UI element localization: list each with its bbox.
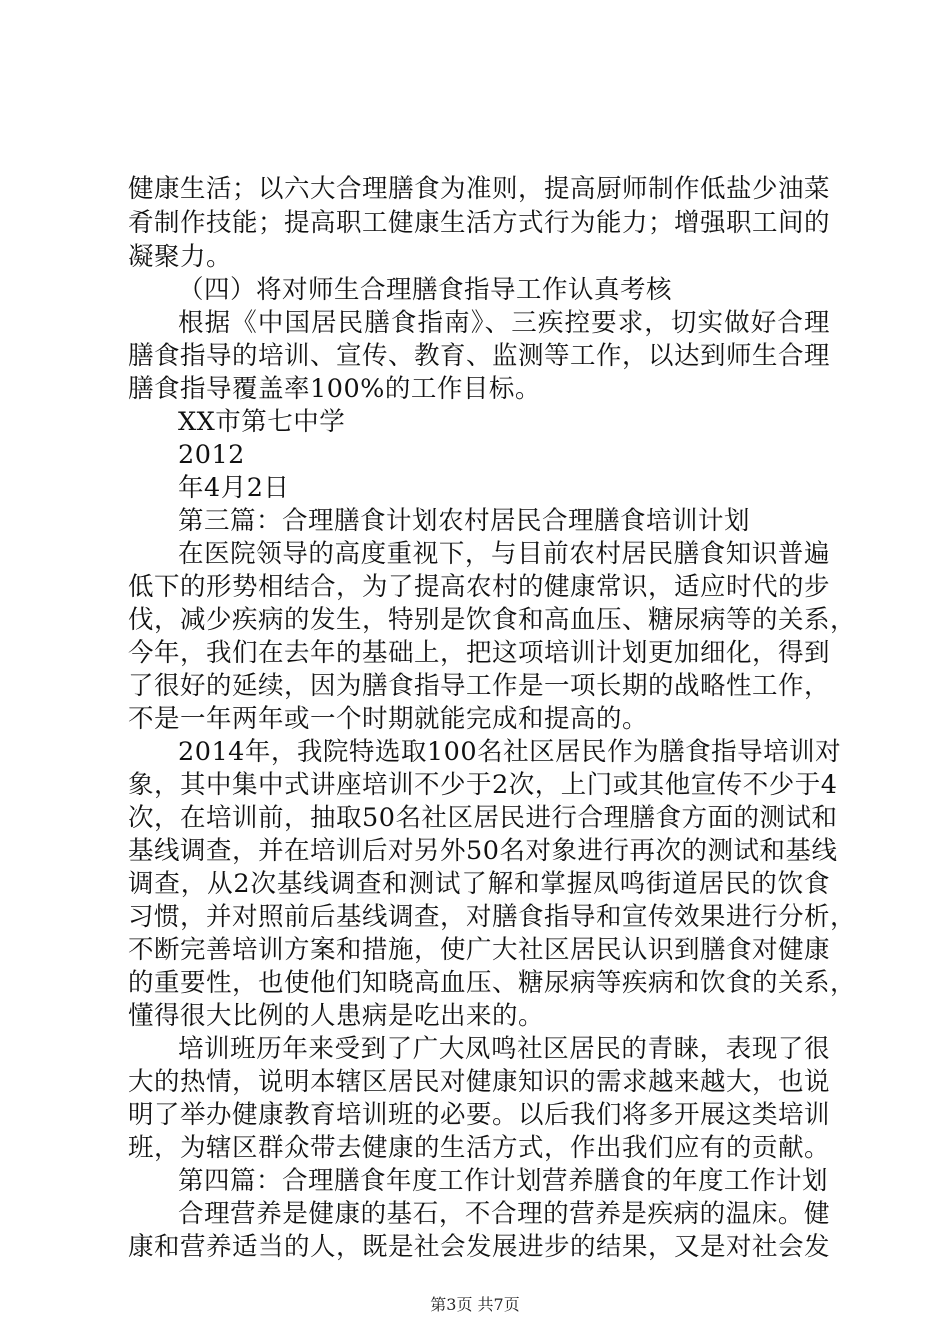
page-footer: 第3页 共7页 <box>430 1295 520 1314</box>
body-text-line: 2014年，我院特选取100名社区居民作为膳食指导培训对 <box>178 737 842 767</box>
body-text-line: 今年，我们在去年的基础上，把这项培训计划更加细化，得到 <box>128 638 831 668</box>
body-text-line: 大的热情，说明本辖区居民对健康知识的需求越来越大，也说 <box>128 1067 831 1097</box>
body-text-line: 膳食指导的培训、宣传、教育、监测等工作，以达到师生合理 <box>128 341 831 371</box>
body-text-line: 低下的形势相结合，为了提高农村的健康常识，适应时代的步 <box>128 572 831 602</box>
body-text-line: 的重要性，也使他们知晓高血压、糖尿病等疾病和饮食的关系， <box>128 968 857 998</box>
body-text-line: 明了举办健康教育培训班的必要。以后我们将多开展这类培训 <box>128 1100 831 1130</box>
signature-date: 年4月2日 <box>178 473 290 503</box>
body-text-line: 班，为辖区群众带去健康的生活方式，作出我们应有的贡献。 <box>128 1133 831 1163</box>
body-text-line: 象，其中集中式讲座培训不少于2次，上门或其他宣传不少于4 <box>128 770 838 800</box>
body-text-line: 不断完善培训方案和措施，使广大社区居民认识到膳食对健康 <box>128 935 831 965</box>
body-text-line: 根据《中国居民膳食指南》、三疾控要求，切实做好合理 <box>178 308 830 338</box>
body-text-line: 基线调查，并在培训后对另外50名对象进行再次的测试和基线 <box>128 836 838 866</box>
body-text-line: 了很好的延续，因为膳食指导工作是一项长期的战略性工作， <box>128 671 831 701</box>
body-text-line: 膳食指导覆盖率100%的工作目标。 <box>128 374 541 404</box>
body-text-line: 肴制作技能；提高职工健康生活方式行为能力；增强职工间的 <box>128 208 831 238</box>
section-heading: 第三篇：合理膳食计划农村居民合理膳食培训计划 <box>178 506 751 536</box>
body-text-line: 培训班历年来受到了广大凤鸣社区居民的青睐，表现了很 <box>178 1034 830 1064</box>
body-text-line: 康和营养适当的人，既是社会发展进步的结果，又是对社会发 <box>128 1232 831 1262</box>
signature-school: XX市第七中学 <box>178 407 346 437</box>
section-heading: 第四篇：合理膳食年度工作计划营养膳食的年度工作计划 <box>178 1166 829 1196</box>
body-text-line: 次，在培训前，抽取50名社区居民进行合理膳食方面的测试和 <box>128 803 838 833</box>
body-text-line: 合理营养是健康的基石，不合理的营养是疾病的温床。健 <box>178 1199 830 1229</box>
body-text-line: 凝聚力。 <box>128 242 233 272</box>
body-text-line: 习惯，并对照前后基线调查，对膳食指导和宣传效果进行分析， <box>128 902 857 932</box>
body-text-line: 不是一年两年或一个时期就能完成和提高的。 <box>128 704 649 734</box>
section-heading: （四）将对师生合理膳食指导工作认真考核 <box>178 275 673 305</box>
body-text-line: 伐，减少疾病的发生，特别是饮食和高血压、糖尿病等的关系， <box>128 605 857 635</box>
body-text-line: 调查，从2次基线调查和测试了解和掌握凤鸣街道居民的饮食 <box>128 869 830 899</box>
body-text-line: 在医院领导的高度重视下，与目前农村居民膳食知识普遍 <box>178 539 830 569</box>
body-text-line: 健康生活；以六大合理膳食为准则，提高厨师制作低盐少油菜 <box>128 174 831 204</box>
signature-year: 2012 <box>178 440 245 470</box>
body-text-line: 懂得很大比例的人患病是吃出来的。 <box>128 1001 545 1031</box>
